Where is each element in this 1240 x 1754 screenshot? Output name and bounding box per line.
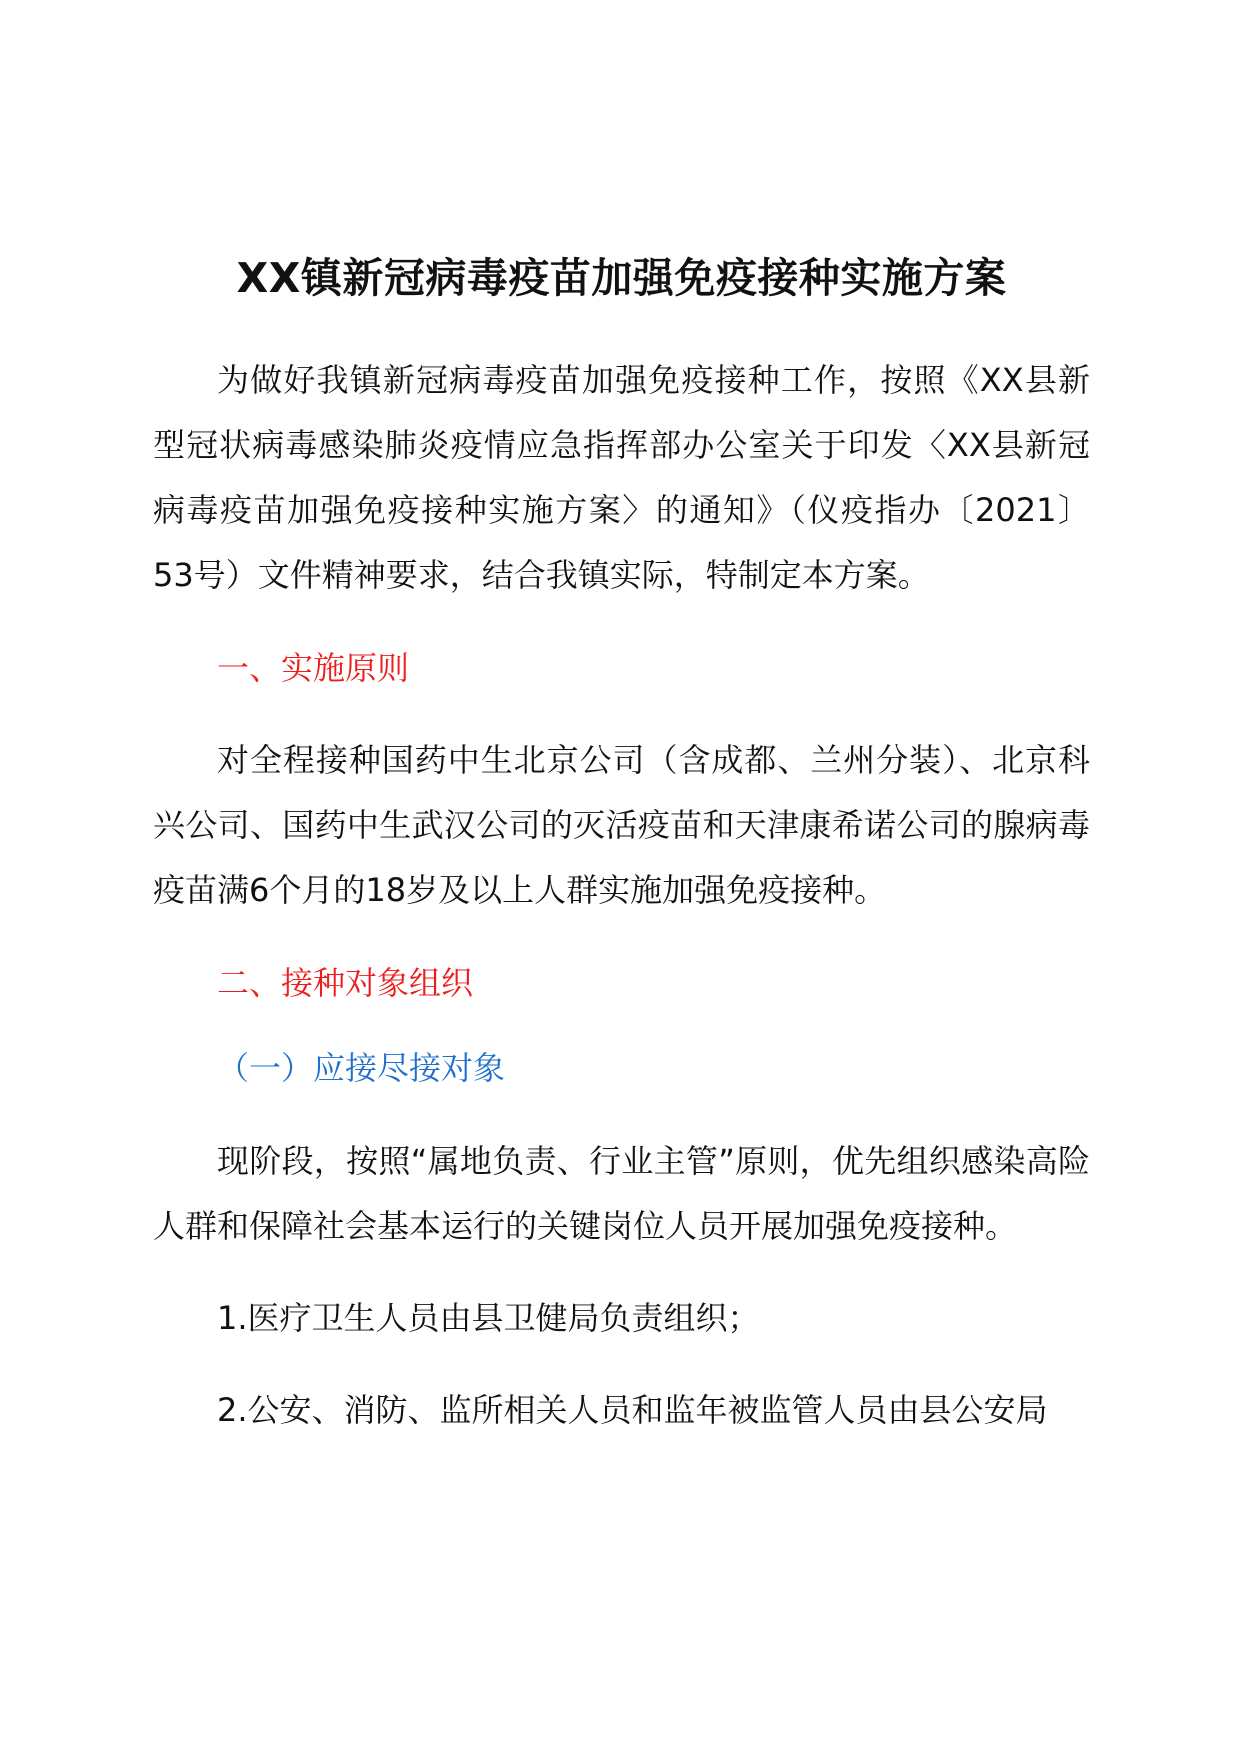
section-heading-targets: 二、接种对象组织	[217, 964, 474, 1002]
document-title: XX镇新冠病毒疫苗加强免疫接种实施方案	[236, 254, 1007, 302]
section-heading-principles: 一、实施原则	[217, 649, 410, 687]
list-item: 1.医疗卫生人员由县卫健局负责组织；	[217, 1299, 760, 1337]
intro-paragraph: 为做好我镇新冠病毒疫苗加强免疫接种工作，按照《XX县新型冠状病毒感染肺炎疫情应急指挥部办公室关于印发〈XX县新冠病毒疫苗加强免疫接种实施方案〉的通知》（仪疫指办〔2021〕53号）文件精神要求，结合我镇实际，特制定本方案。	[153, 361, 1090, 594]
principles-paragraph: 对全程接种国药中生北京公司（含成都、兰州分装）、北京科兴公司、国药中生武汉公司的灭活疫苗和天津康希诺公司的腺病毒疫苗满6个月的18岁及以上人群实施加强免疫接种。	[153, 741, 1090, 909]
list-item: 2.公安、消防、监所相关人员和监年被监管人员由县公安局	[217, 1391, 1048, 1429]
subsection-heading-priority: （一）应接尽接对象	[217, 1049, 506, 1087]
priority-paragraph: 现阶段，按照“属地负责、行业主管”原则，优先组织感染高险人群和保障社会基本运行的关键岗位人员开展加强免疫接种。	[153, 1142, 1090, 1245]
